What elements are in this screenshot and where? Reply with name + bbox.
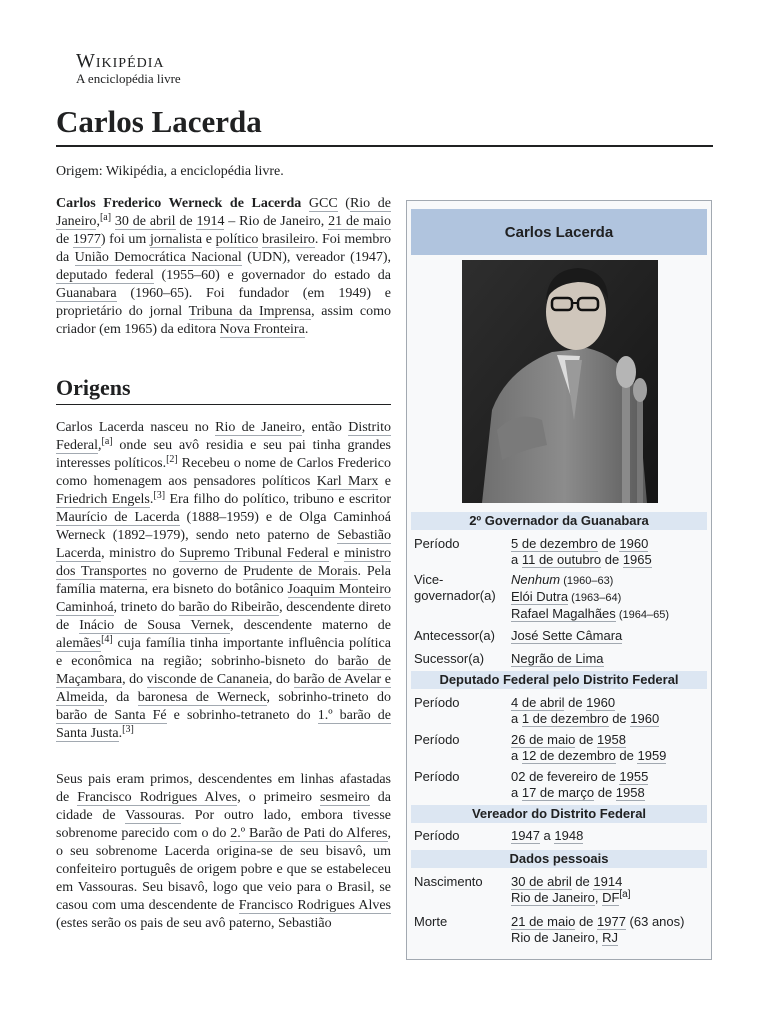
- link-1955[interactable]: 1955: [619, 769, 649, 784]
- paragraph-origens-1: Carlos Lacerda nasceu no Rio de Janeiro, então Distrito Federal,[a] onde seu avô residia e seu pai tinha grandes interesses políticos.[2] Recebeu o nome de Carlos Frederico como homenagem aos pensadores políticos Karl Marx e Friedrich Engels.[3] Era filho do político, tribuno e escritor Maurício de Lacerda (1888–1959) e de Olga Caminhoá Werneck (1892–1979), sendo neto paterno de Sebastião Lacerda, ministro do Supremo Tribunal Federal e ministro dos Transportes no governo de Prudente de Morais. Pela família materna, era bisneto do botânico Joaquim Monteiro Caminhoá, trineto do barão do Ribeirão, descendente direto de Inácio de Sousa Vernek, descendente materno de alemães[4] cuja família tinha importante influência política e econômica na região; sobrinho-bisneto do barão de Maçambara, do visconde de Cananeia, do barão de Avelar e Almeida, da baronesa de Werneck, sobrinho-trineto do barão de Santa Fé e sobrinho-tetraneto do 1.º barão de Santa Justa.[3]: [56, 420, 392, 741]
- logo-wordmark: Wikipédia: [76, 50, 165, 72]
- link-gcc[interactable]: GCC: [308, 196, 338, 211]
- link-visconde-de-cananeia[interactable]: visconde de Cananeia: [146, 672, 269, 687]
- link-5-de-dezembro[interactable]: 5 de dezembro: [511, 536, 598, 551]
- link-21-de-maio[interactable]: 21 de maio: [328, 214, 392, 229]
- label-periodo: Período: [414, 732, 460, 747]
- link-sesmeiro[interactable]: sesmeiro: [319, 790, 370, 805]
- link-supremo-tribunal-federal[interactable]: Supremo Tribunal Federal: [179, 546, 329, 561]
- link-1948[interactable]: 1948: [554, 828, 584, 843]
- link-1959[interactable]: 1959: [637, 748, 667, 763]
- link-1977[interactable]: 1977: [72, 232, 101, 247]
- link-brasileiro[interactable]: brasileiro: [262, 232, 315, 247]
- note-a[interactable]: [a]: [99, 212, 112, 223]
- link-1960[interactable]: 1960: [586, 695, 616, 710]
- link-negrao-de-lima[interactable]: Negrão de Lima: [511, 651, 604, 666]
- link-guanabara[interactable]: Guanabara: [56, 286, 117, 301]
- value-morte: 21 de maio de 1977 (63 anos) Rio de Janeiro, RJ: [511, 914, 685, 945]
- link-1914[interactable]: 1914: [196, 214, 225, 229]
- note-3[interactable]: [3]: [153, 490, 166, 501]
- link-1914[interactable]: 1914: [593, 874, 623, 889]
- label-vice-governador: Vice-governador(a): [414, 572, 496, 603]
- link-1-de-dezembro[interactable]: 1 de dezembro: [521, 711, 609, 726]
- paragraph-origens-2: Seus pais eram primos, descendentes em linhas afastadas de Francisco Rodrigues Alves, o primeiro sesmeiro da cidade de Vassouras. Por outro lado, embora tivesse sobrenome parecido com o do 2.º Barão de Pati do Alferes, o seu sobrenome Lacerda origina-se de seu bisavô, um confeiteiro português de origem pobre e que se estabeleceu em Vassouras. Seu bisavô, logo que veio para o Brasil, se casou com uma descendente de Francisco Rodrigues Alves (estes serão os pais de seu avô paterno, Sebastião: [56, 772, 391, 931]
- value-nascimento: 30 de abril de 1914 Rio de Janeiro, DF[a]: [511, 874, 631, 905]
- value-periodo-deputado-3: 02 de fevereiro de 1955 a 17 de março de 1958: [511, 769, 649, 800]
- link-4-de-abril[interactable]: 4 de abril: [511, 695, 565, 710]
- link-21-de-maio[interactable]: 21 de maio: [511, 914, 576, 929]
- link-barao-de-santa-justa[interactable]: 1.º barão de Santa Justa: [56, 708, 391, 741]
- infobox-section-vereador: Vereador do Distrito Federal: [411, 805, 707, 823]
- link-26-de-maio[interactable]: 26 de maio: [511, 732, 576, 747]
- link-ministro-dos-transportes[interactable]: ministro dos Transportes: [56, 546, 392, 579]
- link-vassouras[interactable]: Vassouras: [125, 808, 182, 823]
- logo-tagline: A enciclopédia livre: [76, 71, 181, 86]
- link-1960[interactable]: 1960: [619, 536, 649, 551]
- link-df[interactable]: DF: [602, 890, 620, 905]
- link-1960[interactable]: 1960: [630, 711, 660, 726]
- infobox-title: Carlos Lacerda: [411, 209, 707, 255]
- value-periodo-deputado-1: 4 de abril de 1960 a 1 de dezembro de 1960: [511, 695, 660, 726]
- link-francisco-rodrigues-alves[interactable]: Francisco Rodrigues Alves: [77, 790, 238, 805]
- link-mauricio-de-lacerda[interactable]: Maurício de Lacerda: [56, 510, 180, 525]
- link-udn[interactable]: União Democrática Nacional: [74, 250, 242, 265]
- subject-name: Carlos Frederico Werneck de Lacerda: [56, 196, 302, 211]
- portrait-photo[interactable]: [462, 260, 658, 503]
- label-periodo: Período: [414, 769, 460, 784]
- link-baronesa-de-werneck[interactable]: baronesa de Werneck: [137, 690, 267, 705]
- label-periodo: Período: [414, 695, 460, 710]
- value-periodo-governador: 5 de dezembro de 1960 a 11 de outubro de 1965: [511, 536, 652, 567]
- infobox: [406, 200, 712, 960]
- page-title: Carlos Lacerda: [56, 104, 262, 139]
- label-morte: Morte: [414, 914, 448, 929]
- infobox-section-governador: 2º Governador da Guanabara: [411, 512, 707, 530]
- note-3[interactable]: [3]: [122, 724, 134, 735]
- link-30-de-abril[interactable]: 30 de abril: [114, 214, 176, 229]
- link-1958[interactable]: 1958: [615, 785, 645, 800]
- origin-note: Origem: Wikipédia, a enciclopédia livre.: [56, 164, 284, 179]
- link-rj[interactable]: RJ: [602, 930, 618, 945]
- link-rafael-magalhaes[interactable]: Rafael Magalhães: [511, 606, 616, 621]
- label-periodo: Período: [414, 536, 460, 551]
- link-1958[interactable]: 1958: [597, 732, 626, 747]
- infobox-section-dados-pessoais: Dados pessoais: [411, 850, 707, 868]
- link-30-de-abril[interactable]: 30 de abril: [511, 874, 572, 889]
- wikipedia-logo[interactable]: [76, 50, 181, 86]
- link-sebastiao-lacerda[interactable]: Sebastião Lacerda: [56, 528, 391, 561]
- lead-paragraph: Carlos Frederico Werneck de Lacerda GCC (Rio de Janeiro,[a] 30 de abril de 1914 – Rio de Janeiro, 21 de maio de 1977) foi um jornalista e político brasileiro. Foi membro da União Democrática Nacional (UDN), vereador (1947), deputado federal (1955–60) e governador do estado da Guanabara (1960–65). Foi fundador (em 1949) e proprietário do jornal Tribuna da Imprensa, assim como criador (em 1965) da editora Nova Fronteira.: [56, 196, 392, 337]
- link-inacio-de-sousa-vernek[interactable]: Inácio de Sousa Vernek: [79, 618, 231, 633]
- value-vice-governador: Nenhum (1960–63) Elói Dutra (1963–64) Rafael Magalhães (1964–65): [511, 572, 670, 621]
- link-barao-de-pati-do-alferes[interactable]: 2.º Barão de Pati do Alferes: [230, 826, 388, 841]
- link-tribuna-da-imprensa[interactable]: Tribuna da Imprensa: [188, 304, 312, 319]
- link-friedrich-engels[interactable]: Friedrich Engels: [56, 492, 150, 507]
- link-jornalista[interactable]: jornalista: [149, 232, 203, 247]
- note-a[interactable]: [a]: [619, 889, 631, 900]
- label-sucessor: Sucessor(a): [414, 651, 485, 666]
- section-heading-origens: Origens: [56, 375, 131, 400]
- value-periodo-vereador: 1947 a 1948: [511, 828, 584, 843]
- link-francisco-rodrigues-alves[interactable]: Francisco Rodrigues Alves: [238, 898, 391, 913]
- value-sucessor: [511, 651, 707, 667]
- link-12-de-dezembro[interactable]: 12 de dezembro: [521, 748, 616, 763]
- note-a[interactable]: [a]: [101, 436, 113, 447]
- link-1977[interactable]: 1977: [597, 914, 626, 929]
- link-17-de-marco[interactable]: 17 de março: [521, 785, 595, 800]
- link-11-de-outubro[interactable]: 11 de outubro: [521, 552, 602, 567]
- link-politico[interactable]: político: [215, 232, 259, 247]
- section-divider: [56, 404, 391, 405]
- link-rio-de-janeiro[interactable]: Rio de Janeiro: [215, 420, 302, 435]
- link-joaquim-monteiro-caminhoa[interactable]: Joaquim Monteiro Caminhoá: [56, 582, 391, 615]
- link-nova-fronteira[interactable]: Nova Fronteira: [219, 322, 305, 337]
- label-periodo: Período: [414, 828, 460, 843]
- label-nascimento: Nascimento: [414, 874, 483, 889]
- title-divider: [56, 145, 713, 147]
- link-barao-de-santa-fe[interactable]: barão de Santa Fé: [56, 708, 167, 723]
- note-2[interactable]: [2]: [166, 454, 178, 465]
- link-barao-de-avelar-e-almeida[interactable]: barão de Avelar e Almeida: [56, 672, 391, 705]
- link-karl-marx[interactable]: Karl Marx: [316, 474, 379, 489]
- link-barao-de-macambara[interactable]: barão de Maçambara: [56, 654, 391, 687]
- note-4[interactable]: [4]: [101, 634, 113, 645]
- infobox-section-deputado: Deputado Federal pelo Distrito Federal: [411, 671, 707, 689]
- link-prudente-de-morais[interactable]: Prudente de Morais: [243, 564, 358, 579]
- value-periodo-deputado-2: 26 de maio de 1958 a 12 de dezembro de 1959: [511, 732, 667, 763]
- link-barao-do-ribeirao[interactable]: barão do Ribeirão: [178, 600, 280, 615]
- link-alemaes[interactable]: alemães: [56, 636, 102, 651]
- link-rio-de-janeiro[interactable]: Rio de Janeiro: [56, 196, 391, 229]
- link-distrito-federal[interactable]: Distrito Federal: [56, 420, 391, 453]
- link-jose-sette-camara[interactable]: José Sette Câmara: [511, 628, 623, 643]
- value-antecessor: [511, 628, 707, 644]
- link-1947[interactable]: 1947: [511, 828, 540, 843]
- link-1965[interactable]: 1965: [622, 552, 652, 567]
- link-eloi-dutra[interactable]: Elói Dutra: [511, 589, 569, 604]
- link-deputado-federal[interactable]: deputado federal: [56, 268, 154, 283]
- link-rio-de-janeiro[interactable]: Rio de Janeiro: [511, 890, 595, 905]
- label-antecessor: Antecessor(a): [414, 628, 495, 643]
